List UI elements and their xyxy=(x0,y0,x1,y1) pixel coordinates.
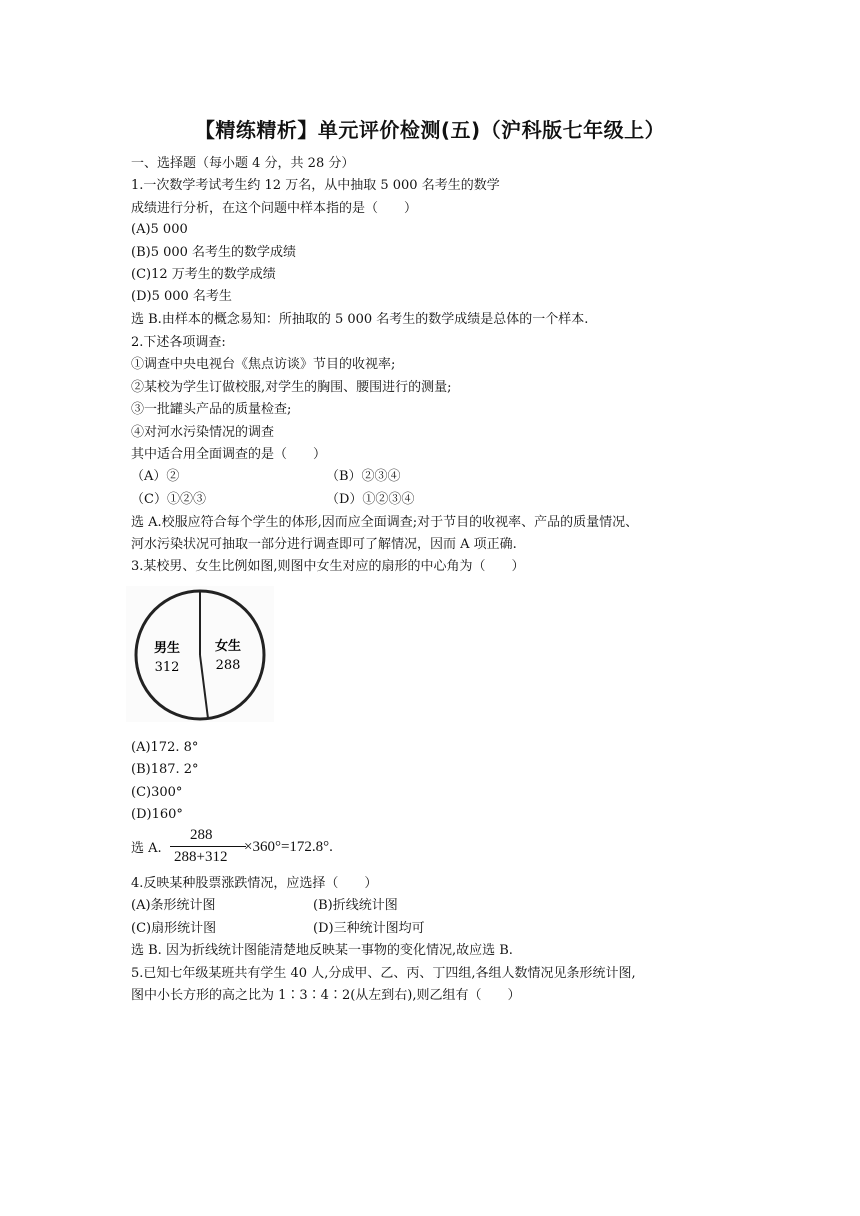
q1-answer: 选 B.由样本的概念易知：所抽取的 5 000 名考生的数学成绩是总体的一个样本. xyxy=(131,312,589,327)
q2-question: 其中适合用全面调查的是（ ） xyxy=(131,447,327,462)
q2-stem: 2.下述各项调查: xyxy=(131,335,226,350)
q4-option-b: (B)折线统计图 xyxy=(313,898,398,913)
q4-option-c: (C)扇形统计图 xyxy=(131,921,217,936)
q4-option-d: (D)三种统计图均可 xyxy=(313,921,425,936)
q5-stem-line1: 5.已知七年级某班共有学生 40 人,分成甲、乙、丙、丁四组,各组人数情况见条形统计图, xyxy=(131,966,636,981)
q2-item-3: ③一批罐头产品的质量检查; xyxy=(131,402,292,417)
page-title: 【精练精析】单元评价检测(五)（沪科版七年级上） xyxy=(194,118,666,142)
q2-option-b: （B）②③④ xyxy=(326,469,401,484)
q2-answer-line1: 选 A.校服应符合每个学生的体形,因而应全面调查;对于节目的收视率、产品的质量情况、 xyxy=(131,515,639,530)
fraction-result: ×360°=172.8°. xyxy=(244,839,333,855)
q3-option-b: (B)187. 2° xyxy=(131,762,199,777)
pie-chart xyxy=(126,586,274,722)
q1-option-a: (A)5 000 xyxy=(131,222,188,237)
fraction-numerator: 288 xyxy=(190,827,213,843)
fraction-bar xyxy=(170,846,246,847)
q3-option-c: (C)300° xyxy=(131,785,183,800)
fraction-denominator: 288+312 xyxy=(174,849,228,865)
q2-option-c: （C）①②③ xyxy=(131,492,206,507)
q1-stem-line2: 成绩进行分析，在这个问题中样本指的是（ ） xyxy=(131,201,418,216)
q2-answer-line2: 河水污染状况可抽取一部分进行调查即可了解情况，因而 A 项正确. xyxy=(131,537,517,552)
q4-answer: 选 B. 因为折线统计图能清楚地反映某一事物的变化情况,故应选 B. xyxy=(131,943,513,958)
q1-option-d: (D)5 000 名考生 xyxy=(131,289,232,304)
q1-option-c: (C)12 万考生的数学成绩 xyxy=(131,267,276,282)
section-heading: 一、选择题（每小题 4 分，共 28 分） xyxy=(131,156,355,171)
q1-option-b: (B)5 000 名考生的数学成绩 xyxy=(131,245,297,260)
q3-answer-prefix: 选 A. xyxy=(131,841,162,856)
q2-item-4: ④对河水污染情况的调查 xyxy=(131,425,275,440)
q2-option-d: （D）①②③④ xyxy=(326,492,415,507)
q5-stem-line2: 图中小长方形的高之比为 1∶3∶4∶2(从左到右),则乙组有（ ） xyxy=(131,988,521,1003)
q2-item-2: ②某校为学生订做校服,对学生的胸围、腰围进行的测量; xyxy=(131,380,452,395)
pie-label-boys: 男生 xyxy=(153,641,181,656)
pie-value-boys: 312 xyxy=(154,660,180,675)
pie-value-girls: 288 xyxy=(215,658,241,673)
q3-stem: 3.某校男、女生比例如图,则图中女生对应的扇形的中心角为（ ） xyxy=(131,559,525,574)
q3-option-a: (A)172. 8° xyxy=(131,740,199,755)
q1-stem-line1: 1.一次数学考试考生约 12 万名，从中抽取 5 000 名考生的数学 xyxy=(131,178,500,193)
pie-label-girls: 女生 xyxy=(214,639,242,654)
q4-option-a: (A)条形统计图 xyxy=(131,898,216,913)
q2-option-a: （A）② xyxy=(131,469,180,484)
q3-option-d: (D)160° xyxy=(131,807,183,822)
q2-item-1: ①调查中央电视台《焦点访谈》节目的收视率; xyxy=(131,357,396,372)
q4-stem: 4.反映某种股票涨跌情况，应选择（ ） xyxy=(131,876,378,891)
